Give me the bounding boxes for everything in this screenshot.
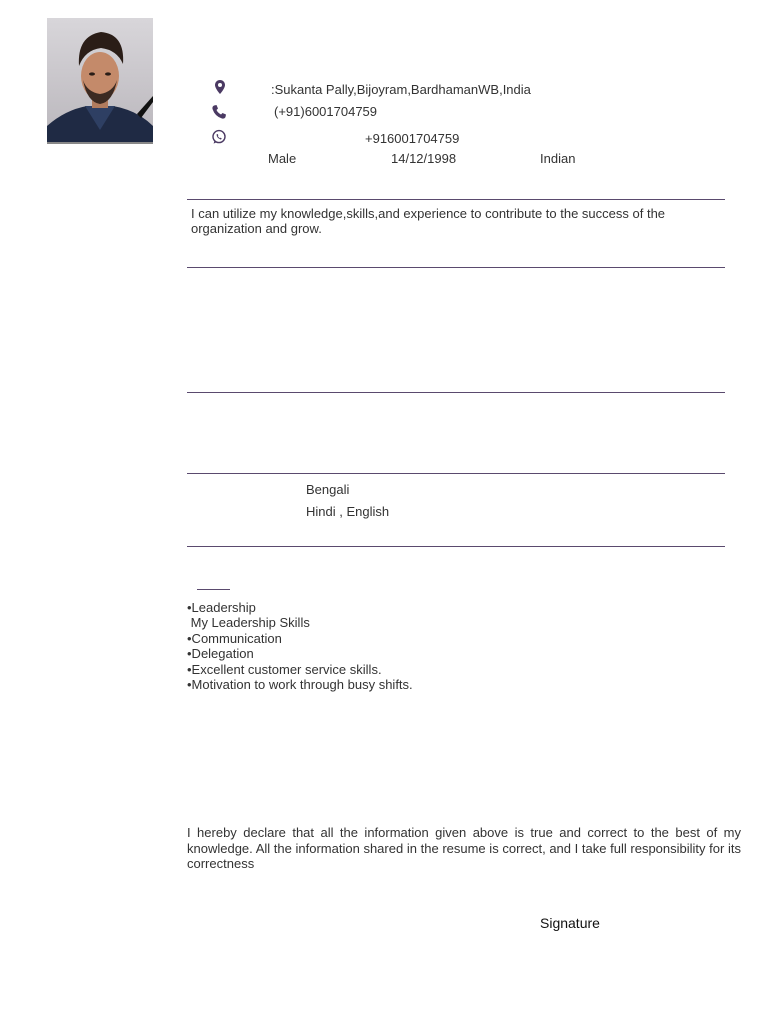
- person-silhouette: [47, 18, 153, 144]
- skill-item: •Motivation to work through busy shifts.: [187, 677, 413, 693]
- experience-divider: [187, 392, 725, 393]
- language-item: Hindi , English: [306, 504, 390, 519]
- languages-divider: [187, 473, 725, 474]
- skill-item: •Communication: [187, 630, 282, 646]
- whatsapp-icon: [211, 129, 227, 145]
- skill-item: My Leadership Skills: [187, 615, 310, 631]
- location-pin-icon: [212, 79, 228, 95]
- language-item: Bengali: [306, 482, 350, 497]
- declaration-text: I hereby declare that all the information given above is true and correct to the best of my knowledge. All the information shared in the resume is correct, and I take full responsibility for its correctness: [187, 825, 741, 871]
- skills-heading-underline: [197, 589, 230, 590]
- skill-item: •Delegation: [187, 646, 254, 662]
- objective-divider: [187, 199, 725, 200]
- profile-photo: [47, 18, 153, 144]
- phone-number: (+91)6001704759: [274, 104, 378, 119]
- skill-item: •Leadership: [187, 600, 256, 615]
- skills-divider: [187, 546, 725, 547]
- skill-item: •Excellent customer service skills.: [187, 661, 382, 677]
- education-divider: [187, 267, 725, 268]
- signature-label: Signature: [540, 915, 600, 931]
- whatsapp-number: +916001704759: [365, 131, 460, 146]
- phone-icon: [211, 104, 227, 120]
- date-of-birth-value: 14/12/1998: [391, 151, 457, 166]
- skills-list: [187, 600, 413, 692]
- objective-text: I can utilize my knowledge,skills,and experience to contribute to the success of the organization and grow.: [191, 206, 666, 236]
- address-text: :Sukanta Pally,Bijoyram,BardhamanWB,India: [271, 82, 531, 97]
- gender-value: Male: [268, 151, 297, 166]
- nationality-value: Indian: [540, 151, 576, 166]
